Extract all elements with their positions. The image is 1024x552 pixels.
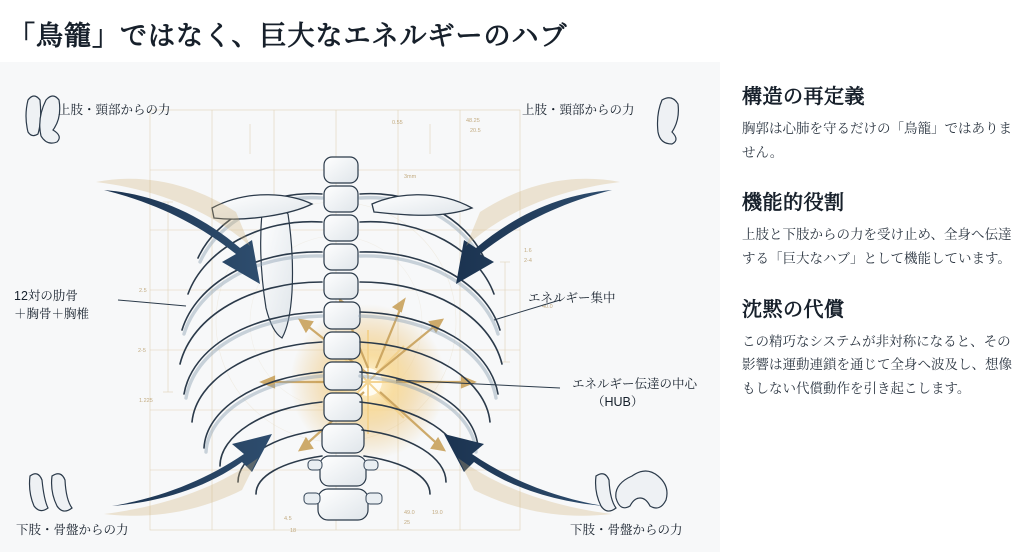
svg-text:2-5: 2-5 [138,348,146,354]
callout-lower-left: 下肢・骨盤からの力 [16,523,129,537]
callout-upper-left: 上肢・頸部からの力 [58,103,171,117]
callout-hub-line2: （HUB） [592,395,644,409]
svg-text:19.0: 19.0 [432,510,443,516]
svg-text:49.0: 49.0 [404,510,415,516]
callout-energy-focus: エネルギー集中 [528,291,616,305]
svg-text:25: 25 [404,520,411,526]
callout-hub-line1: エネルギー伝達の中心 [572,377,698,391]
page-title: 「鳥籠」ではなく、巨大なエネルギーのハブ [8,21,568,51]
svg-text:18: 18 [290,528,297,534]
callout-ribs-line2: ＋胸骨＋胸椎 [14,307,90,321]
section-cost [742,293,1014,401]
section-function-heading: 機能的役割 [742,192,845,215]
section-structure-body: 胸郭は心肺を守るだけの「鳥籠」ではありません。 [742,121,1012,160]
svg-text:3mm: 3mm [404,174,417,180]
callout-lower-right: 下肢・骨盤からの力 [570,523,683,537]
section-structure [742,80,1014,164]
illustration-panel [0,62,720,552]
rib-cage-diagram-svg [0,62,720,552]
svg-text:0.55: 0.55 [392,120,403,126]
section-structure-heading: 構造の再定義 [742,86,865,108]
section-function [742,186,1014,270]
svg-text:2.5: 2.5 [139,288,147,294]
svg-text:1.6: 1.6 [524,248,532,254]
text-column [742,80,1014,400]
svg-text:4.5: 4.5 [284,516,292,522]
svg-text:1.225: 1.225 [139,398,153,404]
svg-text:48.25: 48.25 [466,118,480,124]
svg-text:20.5: 20.5 [470,128,481,134]
section-cost-heading: 沈黙の代償 [742,298,845,321]
section-cost-body: この精巧なシステムが非対称になると、その影響は運動連鎖を通じて全身へ波及し、想像もしない代償動作を引き起こします。 [742,333,1012,396]
callout-upper-right: 上肢・頸部からの力 [522,103,635,117]
section-function-body: 上肢と下肢からの力を受け止め、全身へ伝達する「巨大なハブ」として機能しています。 [742,227,1012,266]
callout-ribs-line1: 12対の肋骨 [14,289,78,303]
svg-text:40.0: 40.0 [542,304,553,310]
icon-arm-upper-right [658,98,679,144]
svg-text:2-4: 2-4 [524,258,532,264]
